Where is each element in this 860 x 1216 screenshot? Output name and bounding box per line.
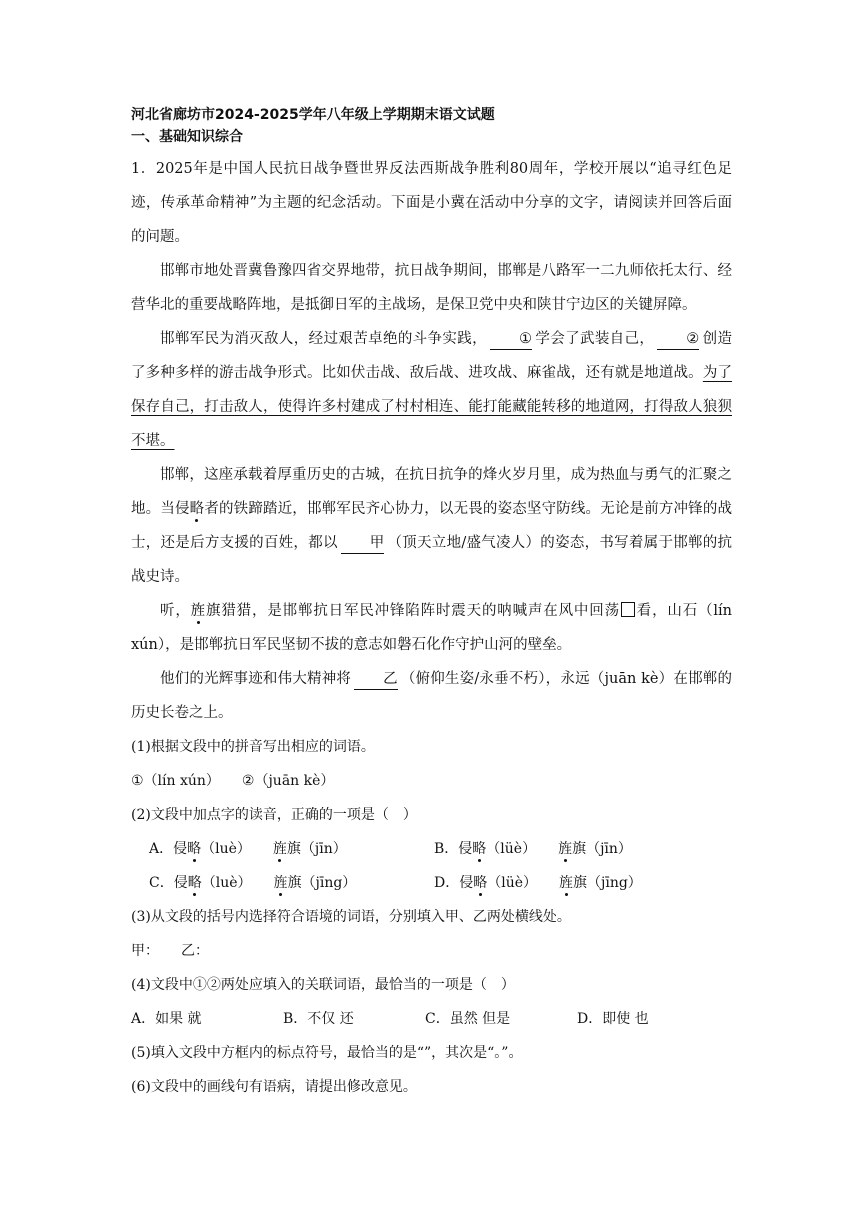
option-b[interactable]: B．不仅 还 [283,1011,354,1027]
blank-1: ① [490,329,532,350]
p5-text-a: 他们的光辉事迹和伟大精神将 [160,671,352,687]
blank-2: ② [657,329,699,350]
blank-yi: 乙 [354,669,398,690]
passage-paragraph-4 [131,594,732,662]
p2-text-c: 创造了多种多样的游击战争形式。比如伏击战、敌后战、进攻战、麻雀战，还有就是地道战。 [131,331,733,381]
sub-question-4-options [131,1002,732,1036]
p4-text-a: 听， [160,603,191,619]
p5-text-b: （俯仰生姿/永垂不朽），永远（juān kè）在邯郸的历史长卷之上。 [131,671,732,721]
p4-text-b: 旗猎猎，是邯郸抗日军民冲锋陷阵时震天的呐喊声在风中回荡 [206,603,620,619]
section-heading: 一、基础知识综合 [131,129,243,145]
dotted-char-lue: 略 [189,501,205,517]
passage-paragraph-3 [131,458,732,594]
pinyin-item-2: ②（juān kè） [241,773,335,789]
question-intro: 1．2025年是中国人民抗日战争暨世界反法西斯战争胜利80周年，学校开展以“追寻红色足迹，传承革命精神”为主题的纪念活动。下面是小冀在活动中分享的文字，请阅读并回答后面的问题。 [131,161,732,245]
option-c[interactable]: C．侵略（luè） 旌旗（jīng） [149,875,357,891]
blank-jia: 甲 [341,533,385,554]
exam-title: 河北省廊坊市2024-2025学年八年级上学期期末语文试题 [131,107,495,123]
passage-paragraph-1: 邯郸市地处晋冀鲁豫四省交界地带，抗日战争期间，邯郸是八路军一二九师依托太行、经营华北的重要战略阵地，是抵御日军的主战场，是保卫党中央和陕甘宁边区的关键屏障。 [131,263,732,313]
punctuation-box [621,602,635,617]
p2-text-a: 邯郸军民为消灭敌人，经过艰苦卓绝的斗争实践， [160,331,487,347]
option-d[interactable]: D．即使 也 [577,1011,649,1027]
p3-text-c: （顶天立地/盛气凌人）的姿态，书写着属于邯郸的抗战史诗。 [131,535,733,585]
sub-question-2-options [131,832,732,900]
sub-question-5: (5)填入文段中方框内的标点符号，最恰当的是“”，其次是“。”。 [131,1045,523,1061]
sub-question-1: (1)根据文段中的拼音写出相应的词语。 [131,739,375,755]
p4-text-c: 看，山石（lín xún），是邯郸抗日军民坚韧不拔的意志如磐石化作守护山河的壁垒。 [131,603,733,653]
passage-paragraph-2 [131,322,732,458]
answer-jia-label: 甲： [131,943,159,959]
p2-text-b: 学会了武装自己， [535,331,655,347]
sub-question-3: (3)从文段的括号内选择符合语境的词语，分别填入甲、乙两处横线处。 [131,909,571,925]
sub-question-3-answers [131,934,732,968]
sub-question-6: (6)文段中的画线句有语病，请提出修改意见。 [131,1079,417,1095]
sub-question-2: (2)文段中加点字的读音，正确的一项是（ ） [131,807,417,823]
option-a[interactable]: A．侵略（luè） 旌旗（jīn） [149,841,347,857]
p3-text-a: 邯郸，这座承载着厚重历史的古城，在抗日抗争的烽火岁月里，成为热血与勇气的汇聚之地。当侵 [131,467,732,517]
option-d[interactable]: D．侵略（lüè） 旌旗（jīng） [434,875,642,891]
pinyin-item-1: ①（lín xún） [131,773,220,789]
passage-paragraph-5 [131,662,732,730]
sub-question-4: (4)文段中①②两处应填入的关联词语，最恰当的一项是（ ） [131,977,515,993]
option-c[interactable]: C．虽然 但是 [425,1011,511,1027]
answer-yi-label: 乙： [181,943,209,959]
p3-text-b: 者的铁蹄踏近，邯郸军民齐心协力，以无畏的姿态坚守防线。无论是前方冲锋的战士，还是后方支援的百姓，都以 [131,501,733,551]
option-a[interactable]: A．如果 就 [131,1011,202,1027]
dotted-char-jing: 旌 [190,603,207,619]
sub-question-1-items [131,764,732,798]
underlined-sentence: 为了保存自己，打击敌人，使得许多村建成了村村相连、能打能藏能转移的地道网，打得敌人狼狈不堪。 [131,365,733,449]
option-b[interactable]: B．侵略（lüè） 旌旗（jīn） [434,841,632,857]
